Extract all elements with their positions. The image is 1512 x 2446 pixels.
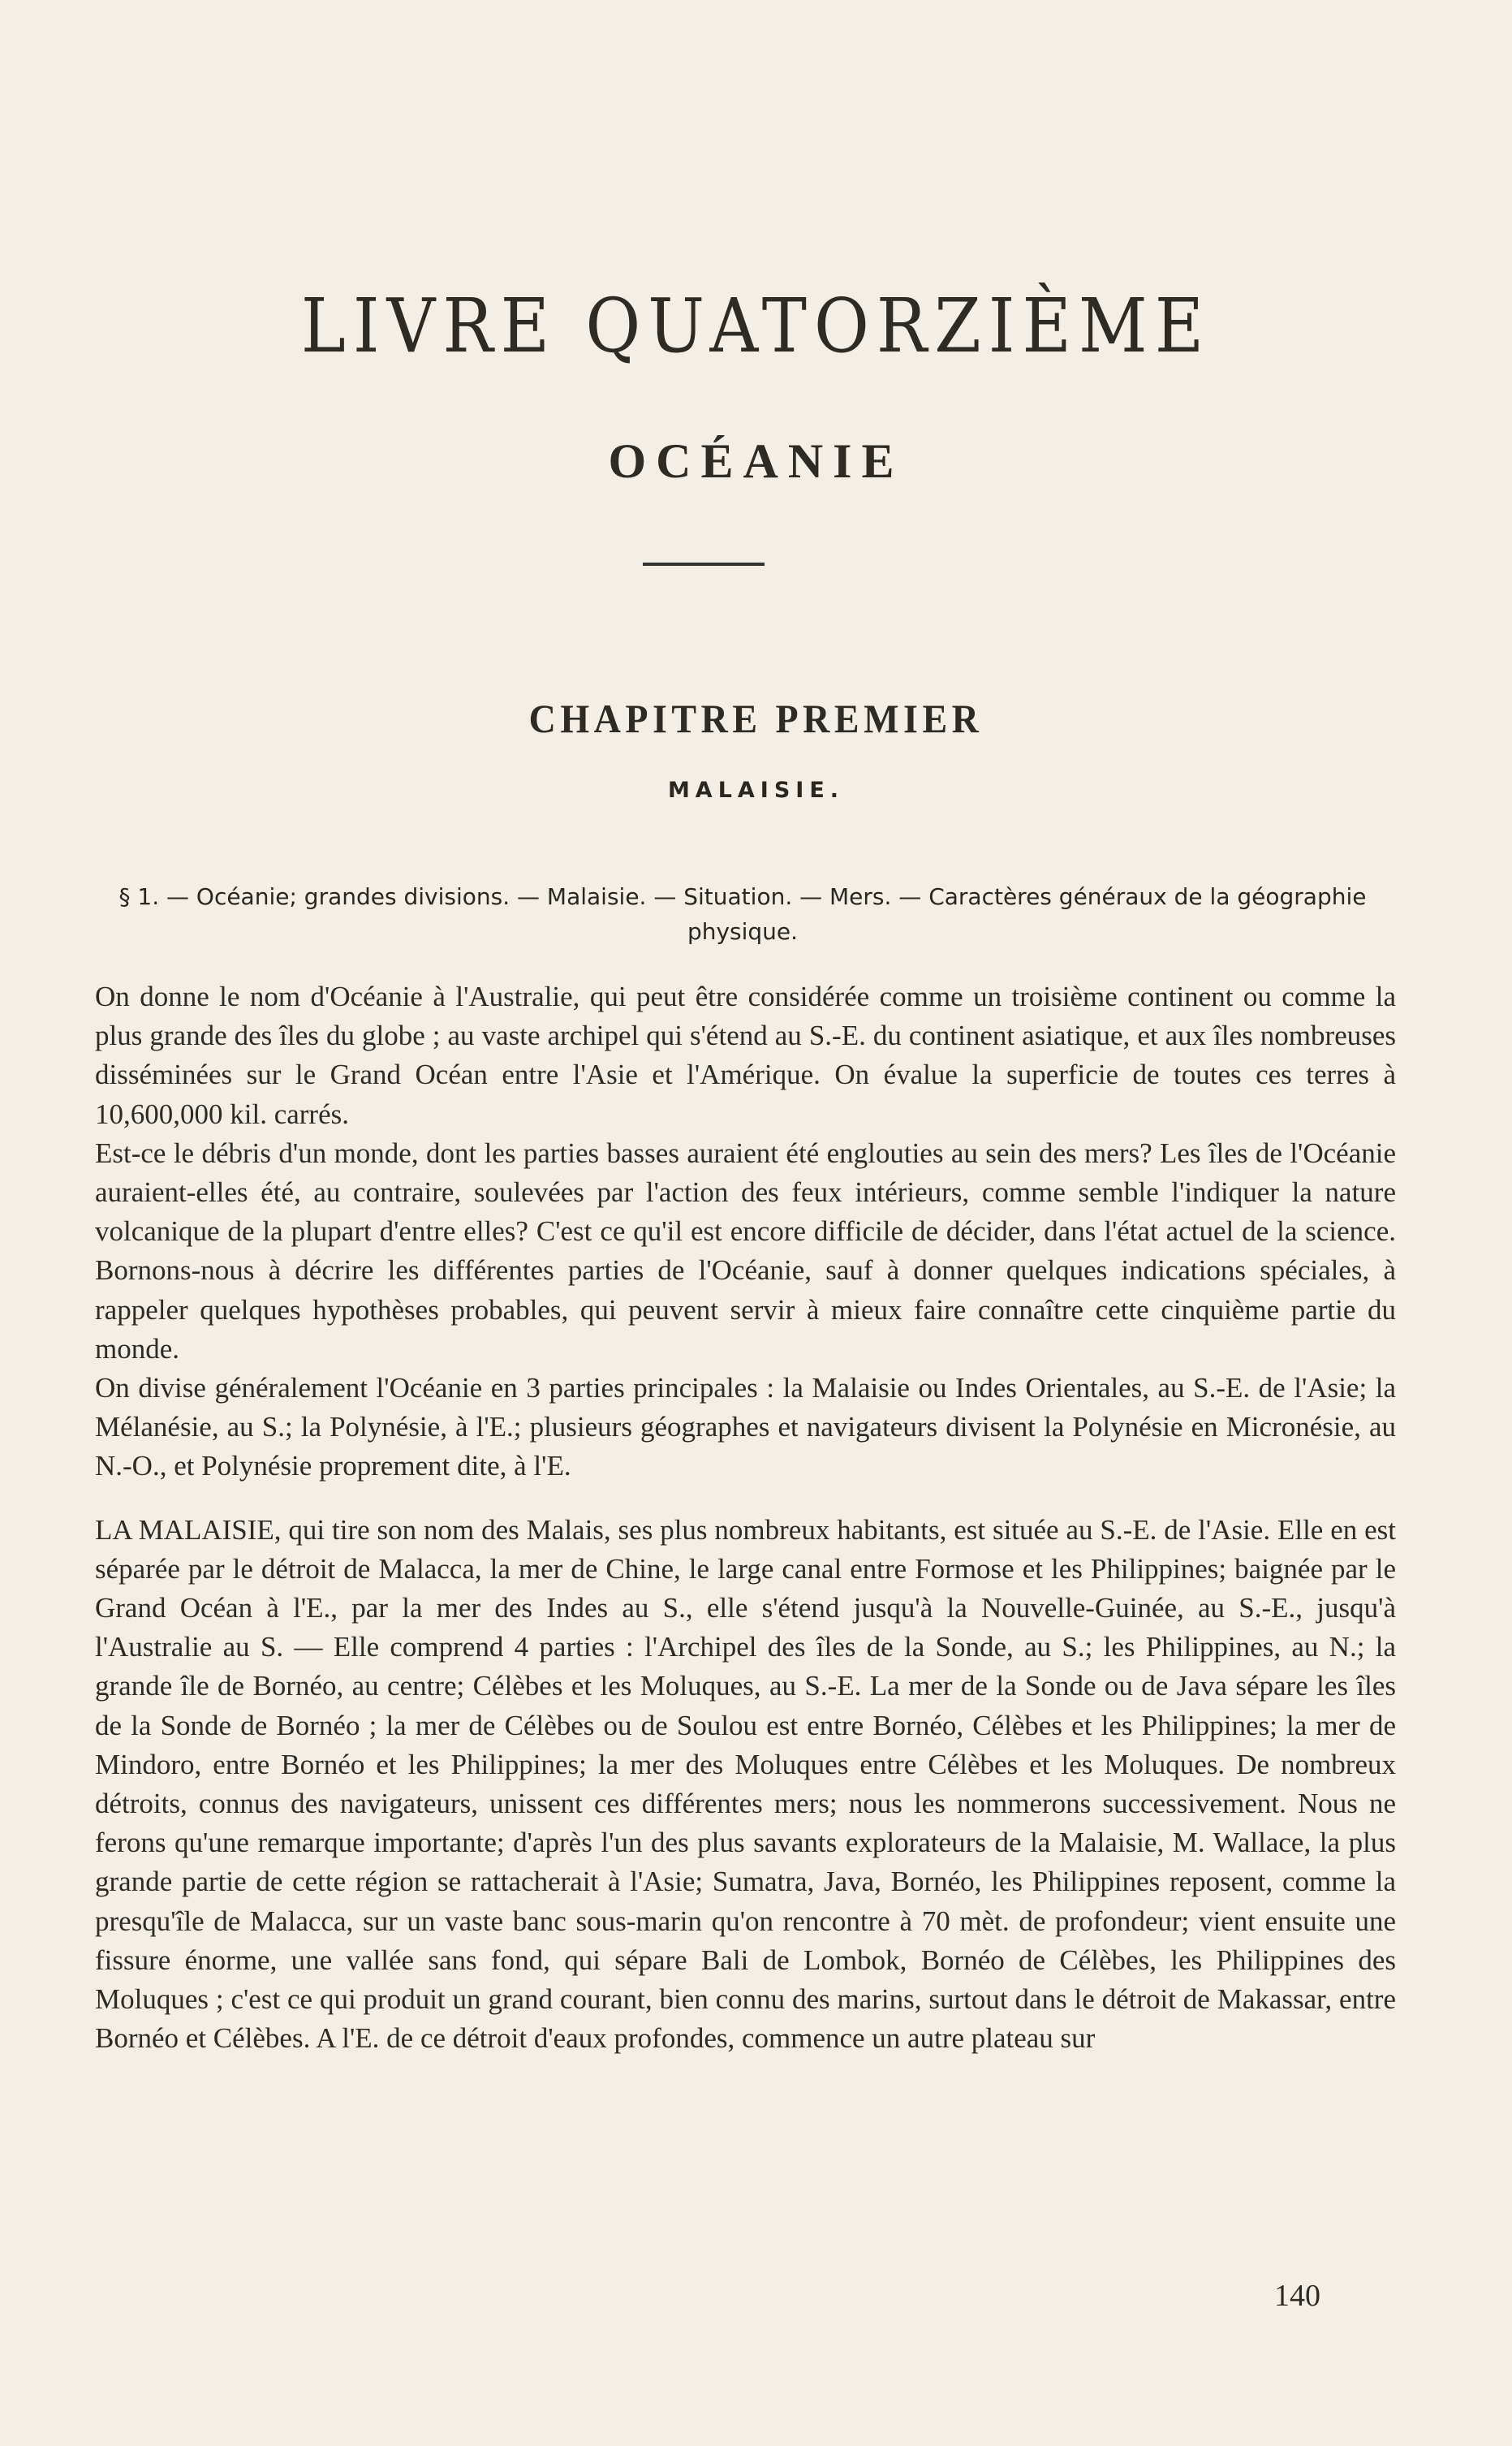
section-summary: § 1. — Océanie; grandes divisions. — Malaisie. — Situation. — Mers. — Caractères généraux de la géographie physique. bbox=[118, 883, 1367, 945]
book-title: LIVRE QUATORZIÈME bbox=[300, 283, 1212, 369]
paragraph-4: LA MALAISIE, qui tire son nom des Malais, ses plus nombreux habitants, est située au S.-E. de l'Asie. Elle en est séparée par le détroit de Malacca, la mer de Chine, le large canal entre Formose et les Philippines; baignée par le Grand Océan à l'E., par la mer des Indes au S., elle s'étend jusqu'à la Nouvelle-Guinée, au S.-E., jusqu'à l'Australie au S. — Elle comprend 4 parties : l'Archipel des îles de la Sonde, au S.; les Philippines, au N.; la grande île de Bornéo, au centre; Célèbes et les Moluques, au S.-E. La mer de la Sonde ou de Java sépare les îles de la Sonde de Bornéo ; la mer de Célèbes ou de Soulou est entre Bornéo, Célèbes et les Philippines; la mer de Mindoro, entre Bornéo et les Philippines; la mer des Moluques entre Célèbes et les Moluques. De nombreux détroits, connus des navigateurs, unissent ces différentes mers; nous les nommerons successivement. Nous ne ferons qu'une remarque importante; d'après l'un des plus savants explorateurs de la Malaisie, M. Wallace, la plus grande partie de cette région se rattacherait à l'Asie; Sumatra, Java, Bornéo, les Philippines reposent, comme la presqu'île de Malacca, sur un vaste banc sous-marin qu'on rencontre à 70 mèt. de profondeur; vient ensuite une fissure énorme, une vallée sans fond, qui sépare Bali de Lombok, Bornéo de Célèbes, les Philippines des Moluques ; c'est ce qui produit un grand courant, bien connu des marins, surtout dans le détroit de Makassar, entre Bornéo et Célèbes. A l'E. de ce détroit d'eaux profondes, commence un autre plateau sur bbox=[95, 1513, 1396, 2055]
book-subtitle: OCÉANIE bbox=[608, 434, 904, 488]
paragraph-3: On divise généralement l'Océanie en 3 parties principales : la Malaisie ou Indes Orientales, au S.-E. de l'Asie; la Mélanésie, au S.; la Polynésie, à l'E.; plusieurs géographes et navigateurs divisent la Polynésie en Micronésie, au N.-O., et Polynésie proprement dite, à l'E. bbox=[95, 1372, 1396, 1482]
section-title: MALAISIE. bbox=[667, 778, 845, 803]
body-text bbox=[95, 977, 1396, 2058]
paragraph-2: Est-ce le débris d'un monde, dont les parties basses auraient été englouties au sein des mers? Les îles de l'Océanie auraient-elles été, au contraire, soulevées par l'action des feux intérieurs, comme semble l'indiquer la nature volcanique de la plupart d'entre elles? C'est ce qu'il est encore difficile de décider, dans l'état actuel de la science. Bornons-nous à décrire les différentes parties de l'Océanie, sauf à donner quelques indications spéciales, à rappeler quelques hypothèses probables, qui peuvent servir à mieux faire connaître cette cinquième partie du monde. bbox=[95, 1137, 1396, 1365]
paragraph-1: On donne le nom d'Océanie à l'Australie, qui peut être considérée comme un troisième continent ou comme la plus grande des îles du globe ; au vaste archipel qui s'étend au S.-E. du continent asiatique, et aux îles nombreuses disséminées sur le Grand Océan entre l'Asie et l'Amérique. On évalue la superficie de toutes ces terres à 10,600,000 kil. carrés. bbox=[95, 981, 1396, 1130]
page-number: 140 bbox=[1274, 2279, 1320, 2313]
divider-rule bbox=[643, 563, 765, 566]
chapter-title: CHAPITRE PREMIER bbox=[528, 696, 984, 741]
